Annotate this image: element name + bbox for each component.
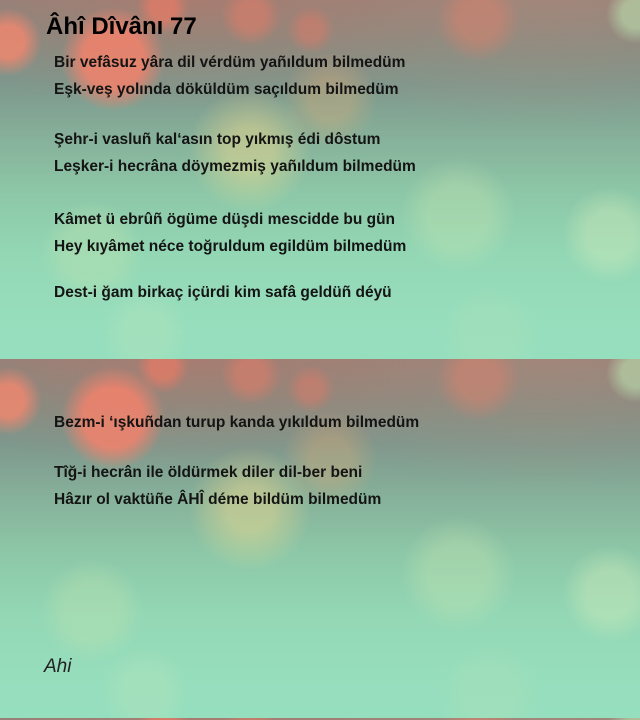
stanza-4-first-line (54, 279, 630, 306)
poem-line: Tîğ-i hecrân ile öldürmek diler dil-ber beni (54, 464, 363, 481)
poem-line: Hey kıyâmet néce toğruldum egildüm bilmedüm (54, 238, 407, 255)
poem-line: Hâzır ol vaktüñe ÂHÎ déme bildüm bilmedüm (54, 491, 382, 508)
stanza-3 (54, 206, 630, 260)
poem-line: Eşk-veş yolında döküldüm saçıldum bilmedüm (54, 81, 399, 98)
stanza-1 (54, 49, 630, 103)
poem-line: Bezm-i ‘ışkuñdan turup kanda yıkıldum bilmedüm (54, 414, 420, 431)
stanza-4-second-line (54, 409, 630, 436)
poem-line: Bir vefâsuz yâra dil vérdüm yañıldum bilmedüm (54, 54, 406, 71)
page-title: Âhî Dîvânı 77 (46, 13, 197, 40)
poem-line: Leşker-i hecrâna döymezmiş yañıldum bilmedüm (54, 158, 416, 175)
poem-line: Dest-i ğam birkaç içürdi kim safâ geldüñ déyü (54, 284, 392, 301)
stanza-5 (54, 459, 630, 513)
stanza-2 (54, 126, 630, 180)
poem-line: Şehr-i vasluñ kal‘asın top yıkmış édi dôstum (54, 131, 381, 148)
poem-line: Kâmet ü ebrûñ ögüme düşdi mescidde bu gün (54, 211, 396, 228)
author-signature: Ahi (44, 656, 72, 677)
